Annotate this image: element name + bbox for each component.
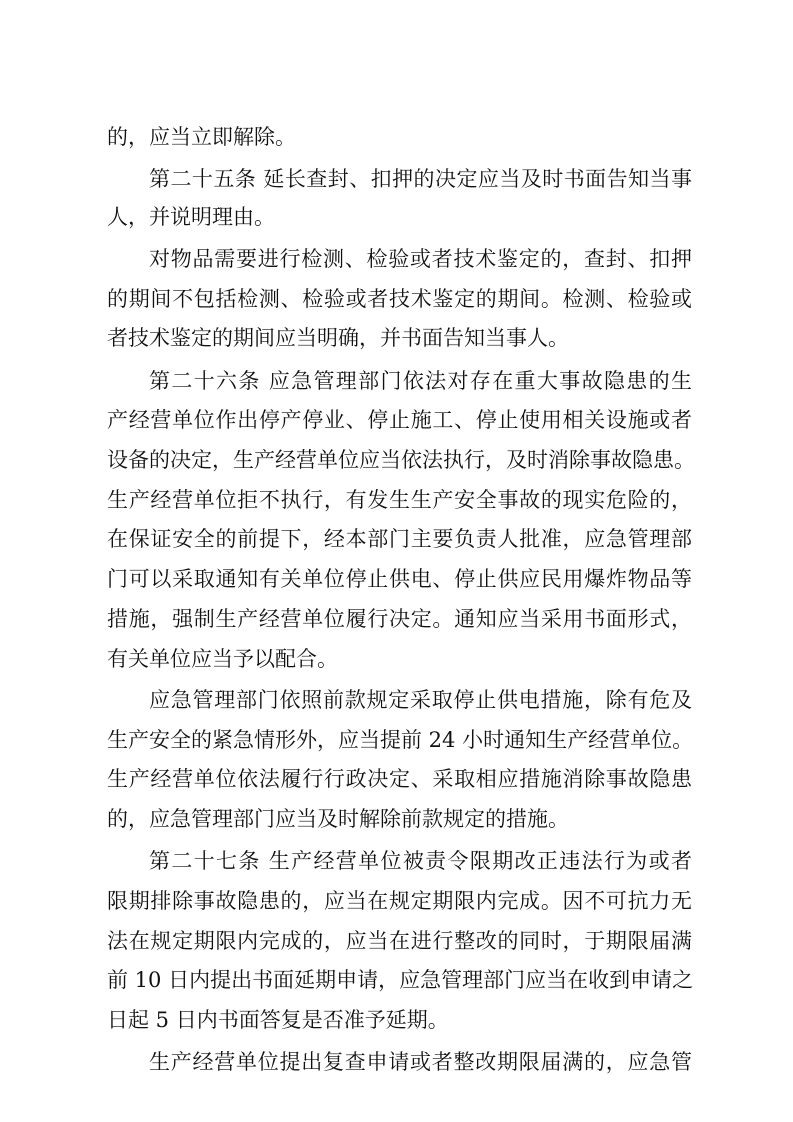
text-line: 的，应当立即解除。: [107, 125, 296, 149]
text-line: 门可以采取通知有关单位停止供电、停止供应民用爆炸物品等: [107, 567, 692, 591]
text-line: 设备的决定，生产经营单位应当依法执行，及时消除事故隐患。: [107, 448, 695, 472]
text-line: 前 10 日内提出书面延期申请，应急管理部门应当在收到申请之: [107, 968, 694, 992]
text-line: 日起 5 日内书面答复是否准予延期。: [107, 1008, 449, 1032]
text-line: 的期间不包括检测、检验或者技术鉴定的期间。检测、检验或: [107, 287, 692, 311]
text-line: 生产经营单位拒不执行，有发生生产安全事故的现实危险的，: [107, 488, 692, 512]
text-line: 生产安全的紧急情形外，应当提前 24 小时通知生产经营单位。: [107, 728, 694, 752]
article-26-heading-line: 第二十六条 应急管理部门依法对存在重大事故隐患的生: [149, 369, 692, 393]
text-line: 法在规定期限内完成的，应当在进行整改的同时，于期限届满: [107, 929, 692, 953]
article-27-heading-line: 第二十七条 生产经营单位被责令限期改正违法行为或者: [149, 849, 692, 873]
text-line: 的，应急管理部门应当及时解除前款规定的措施。: [107, 807, 569, 831]
paragraph-start-line: 对物品需要进行检测、检验或者技术鉴定的，查封、扣押: [149, 247, 692, 271]
text-line: 人，并说明理由。: [107, 205, 275, 229]
article-25-heading-line: 第二十五条 延长查封、扣押的决定应当及时书面告知当事: [149, 167, 692, 191]
text-line: 产经营单位作出停产停业、停止施工、停止使用相关设施或者: [107, 408, 692, 432]
text-line: 限期排除事故隐患的，应当在规定期限内完成。因不可抗力无: [107, 889, 692, 913]
text-line: 在保证安全的前提下，经本部门主要负责人批准，应急管理部: [107, 527, 692, 551]
paragraph-start-line: 生产经营单位提出复查申请或者整改期限届满的，应急管: [149, 1050, 692, 1074]
text-line: 者技术鉴定的期间应当明确，并书面告知当事人。: [107, 326, 569, 350]
text-line: 有关单位应当予以配合。: [107, 647, 338, 671]
text-line: 生产经营单位依法履行行政决定、采取相应措施消除事故隐患: [107, 767, 692, 791]
text-line: 措施，强制生产经营单位履行决定。通知应当采用书面形式，: [107, 607, 692, 631]
paragraph-start-line: 应急管理部门依照前款规定采取停止供电措施，除有危及: [149, 688, 692, 712]
